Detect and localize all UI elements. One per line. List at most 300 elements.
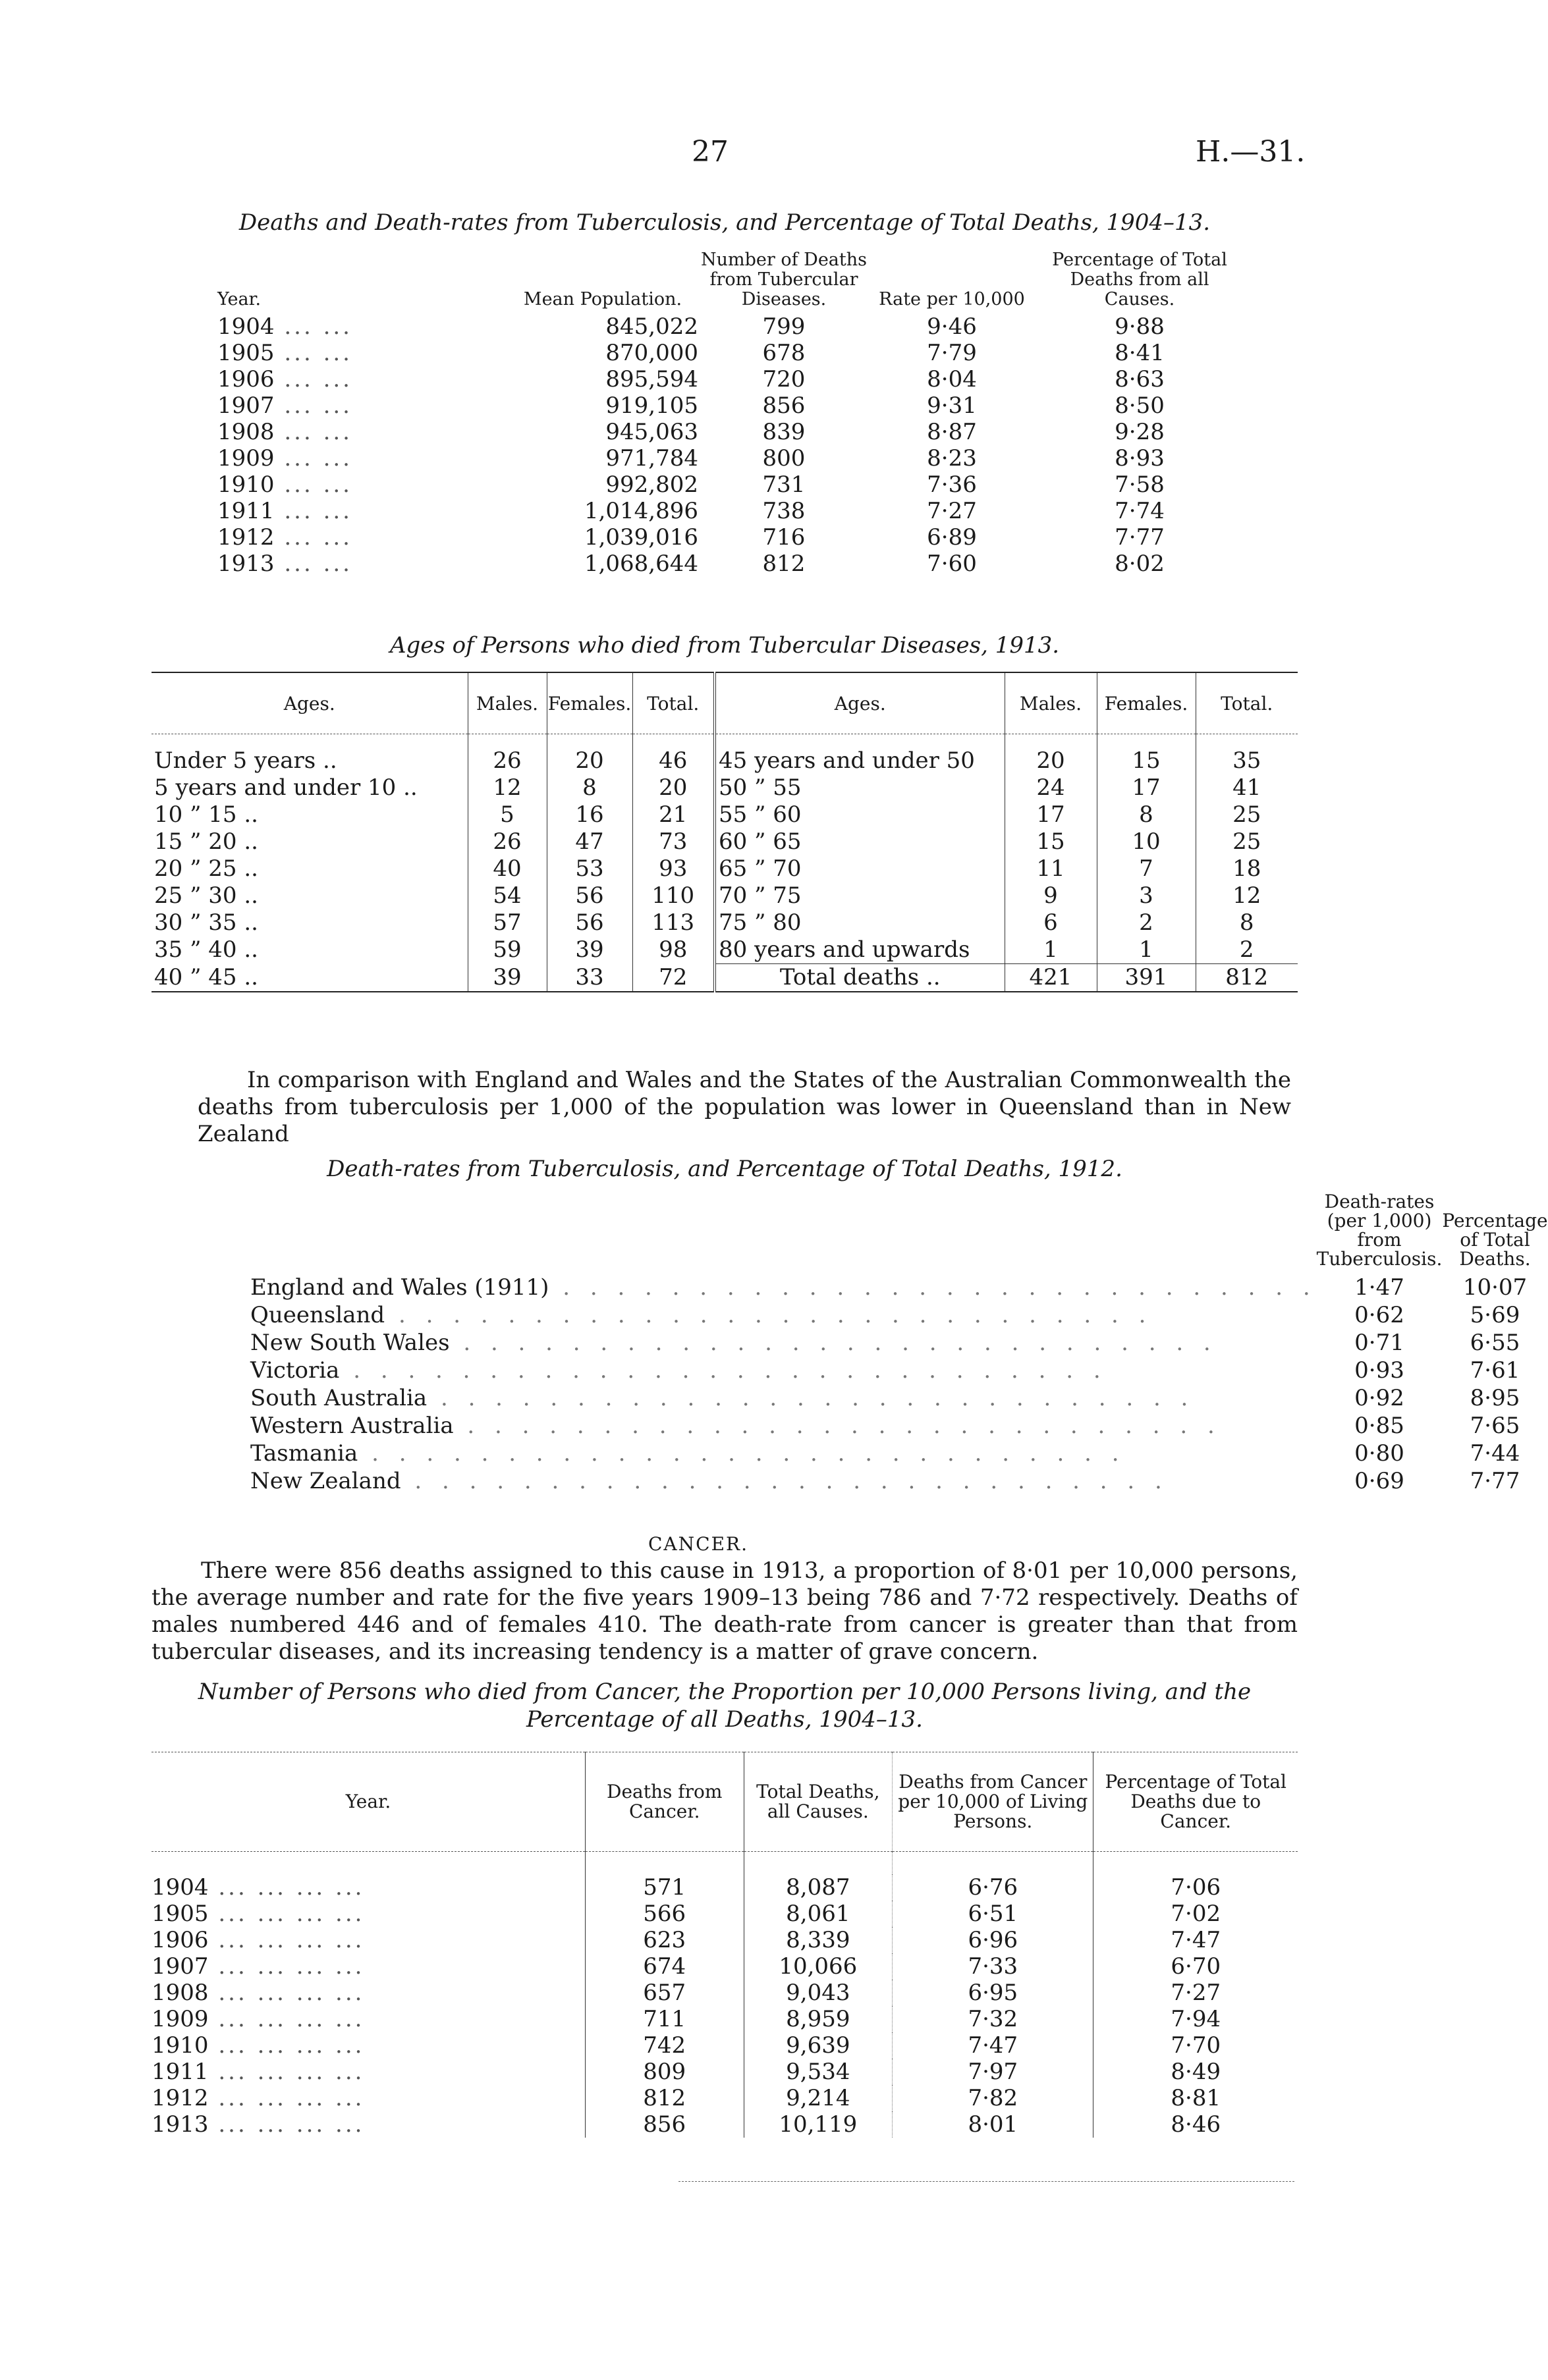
table-row <box>152 2111 1298 2138</box>
table-row <box>152 747 1298 774</box>
cancer-percentage-cell: 7·06 <box>1093 1874 1298 1901</box>
total-deaths-cell: 10,119 <box>744 2111 893 2138</box>
age-label-right: 65 ” 70 <box>715 855 1005 882</box>
percentage-cell: 8·63 <box>1115 366 1165 392</box>
rate-cell: 7·60 <box>927 551 977 577</box>
year-cell: 1911 ... ... ... ... <box>152 2059 365 2085</box>
percentage-cell: 7·77 <box>1115 524 1165 551</box>
cancer-deaths-cell: 566 <box>585 1901 744 1927</box>
cancer-rate-cell: 7·33 <box>893 1953 1093 1980</box>
header-females-right: Females. <box>1097 672 1196 734</box>
cancer-table <box>152 1752 1298 2138</box>
cancer-deaths-cell: 657 <box>585 1980 744 2006</box>
death-rate-cell: 1·47 <box>1354 1274 1404 1301</box>
year-cell: 1913 ... ... ... ... <box>152 2111 365 2138</box>
page-reference: H.—31. <box>1196 135 1306 169</box>
population-cell: 845,022 <box>605 313 698 340</box>
rate-cell: 7·27 <box>927 498 977 524</box>
deaths-cell: 678 <box>762 340 806 366</box>
year-cell: 1910 ... ... <box>217 472 352 498</box>
cancer-table-caption: Number of Persons who died from Cancer, the Proportion per 10,000 Persons living, and the Percentage of all Deaths, 1904–13. <box>198 1679 1252 1733</box>
year-cell: 1908 ... ... <box>217 419 352 445</box>
total-deaths-cell: 9,534 <box>744 2059 893 2085</box>
year-value: 1907 <box>152 1953 209 1980</box>
age-label-right: 60 ” 65 <box>715 828 1005 855</box>
cancer-percentage-cell: 7·27 <box>1093 1980 1298 2006</box>
percentage-cell: 8·02 <box>1115 551 1165 577</box>
region-cell: New South Wales . . . . . . . . . . . . . . . . . . . . . . . . . . . . <box>250 1330 1217 1356</box>
females-cell-left: 20 <box>547 747 632 774</box>
males-cell-right: 9 <box>1005 882 1097 909</box>
age-label-left: 30 ” 35 .. <box>154 909 258 936</box>
females-cell-right: 1 <box>1097 936 1196 964</box>
header-percentage: Percentage of Total Deaths from all Causes. <box>1052 250 1227 310</box>
year-cell: 1910 ... ... ... ... <box>152 2032 365 2059</box>
region-name: Tasmania <box>250 1440 358 1467</box>
death-rate-cell: 0·93 <box>1354 1357 1404 1384</box>
deaths-cell: 800 <box>762 445 806 472</box>
region-cell: South Australia . . . . . . . . . . . . . . . . . . . . . . . . . . . . <box>250 1385 1195 1411</box>
rate-cell: 8·23 <box>927 445 977 472</box>
cancer-rate-cell: 6·51 <box>893 1901 1093 1927</box>
males-cell-right: 15 <box>1005 828 1097 855</box>
ages-table-body <box>152 734 1298 992</box>
females-cell-left: 56 <box>547 909 632 936</box>
year-cell: 1907 ... ... <box>217 392 352 419</box>
population-cell: 895,594 <box>605 366 698 392</box>
table-row <box>250 1440 1548 1467</box>
year-cell: 1912 ... ... <box>217 524 352 551</box>
table-row <box>152 964 1298 992</box>
total-deaths-cell: 9,214 <box>744 2085 893 2111</box>
region-name: South Australia <box>250 1385 428 1411</box>
comparison-paragraph: In comparison with England and Wales and the States of the Australian Commonwealth the deaths from tuberculosis per 1,000 of the population was lower in Queensland than in New Zealand <box>198 1067 1291 1147</box>
cancer-deaths-cell: 856 <box>585 2111 744 2138</box>
total-deaths-cell: 8,959 <box>744 2006 893 2032</box>
header-rate: Rate per 10,000 <box>879 289 1025 310</box>
region-cell: Tasmania . . . . . . . . . . . . . . . . . . . . . . . . . . . . <box>250 1440 1126 1467</box>
females-cell-right: 10 <box>1097 828 1196 855</box>
deaths-cell: 716 <box>762 524 806 551</box>
percentage-cell: 9·28 <box>1115 419 1165 445</box>
death-rate-cell: 0·69 <box>1354 1468 1404 1494</box>
table-row <box>250 1329 1548 1357</box>
year-value: 1911 <box>217 498 275 524</box>
total-cell-right: 18 <box>1196 855 1298 882</box>
age-label-right: 80 years and upwards <box>715 936 1005 964</box>
header-population: Mean Population. <box>523 289 682 310</box>
table-row <box>152 1874 1298 1901</box>
cancer-percentage-cell: 8·46 <box>1093 2111 1298 2138</box>
header-blank <box>250 1192 1317 1274</box>
year-value: 1906 <box>217 366 275 392</box>
deaths-cell: 738 <box>762 498 806 524</box>
cancer-rate-cell: 7·47 <box>893 2032 1093 2059</box>
header-death-rates: Death-rates (per 1,000) from Tuberculosis. <box>1316 1191 1443 1270</box>
rate-cell: 9·46 <box>927 313 977 340</box>
cancer-rate-cell: 7·82 <box>893 2085 1093 2111</box>
deaths-cell: 839 <box>762 419 806 445</box>
males-cell-right: 24 <box>1005 774 1097 801</box>
year-cell: 1912 ... ... ... ... <box>152 2085 365 2111</box>
total-cell-left: 46 <box>632 747 715 774</box>
table-row <box>152 774 1298 801</box>
comparison-percentage-cell: 7·44 <box>1470 1440 1520 1467</box>
comparison-percentage-cell: 7·77 <box>1470 1468 1520 1494</box>
females-cell-right: 3 <box>1097 882 1196 909</box>
males-cell-left: 59 <box>468 936 547 964</box>
year-value: 1906 <box>152 1927 209 1953</box>
males-cell-right: 11 <box>1005 855 1097 882</box>
cancer-rate-cell: 6·95 <box>893 1980 1093 2006</box>
total-deaths-label: Total deaths .. <box>715 964 1005 992</box>
header-ages-left: Ages. <box>152 672 468 734</box>
females-cell-right: 7 <box>1097 855 1196 882</box>
cancer-rate-cell: 6·96 <box>893 1927 1093 1953</box>
header-total-right: Total. <box>1196 672 1298 734</box>
header-cancer-percentage: Percentage of Total Deaths due to Cancer. <box>1093 1752 1298 1852</box>
year-value: 1913 <box>217 551 275 577</box>
females-cell-left: 47 <box>547 828 632 855</box>
year-value: 1910 <box>152 2032 209 2059</box>
population-cell: 945,063 <box>605 419 698 445</box>
tb-table-caption: Deaths and Death-rates from Tuberculosis, and Percentage of Total Deaths, 1904–13. <box>238 209 1211 236</box>
year-value: 1910 <box>217 472 275 498</box>
deaths-cell: 812 <box>762 551 806 577</box>
death-rate-cell: 0·85 <box>1354 1413 1404 1439</box>
region-name: Queensland <box>250 1302 385 1328</box>
population-cell: 1,014,896 <box>584 498 698 524</box>
table-row <box>152 828 1298 855</box>
year-cell: 1908 ... ... ... ... <box>152 1980 365 2006</box>
table-row <box>250 1467 1548 1495</box>
females-cell-left: 53 <box>547 855 632 882</box>
header-year: Year. <box>217 289 262 310</box>
year-cell: 1905 ... ... ... ... <box>152 1901 365 1927</box>
comparison-percentage-cell: 7·61 <box>1470 1357 1520 1384</box>
year-value: 1904 <box>217 313 275 340</box>
year-value: 1908 <box>152 1980 209 2006</box>
table-row <box>217 366 1245 392</box>
total-cell-left: 21 <box>632 801 715 828</box>
total-deaths-cell: 10,066 <box>744 1953 893 1980</box>
males-cell-left: 57 <box>468 909 547 936</box>
total-cell-right: 35 <box>1196 747 1298 774</box>
region-cell: Queensland . . . . . . . . . . . . . . . . . . . . . . . . . . . . <box>250 1302 1153 1328</box>
year-cell: 1905 ... ... <box>217 340 352 366</box>
total-deaths-cell: 9,639 <box>744 2032 893 2059</box>
table-row <box>250 1384 1548 1412</box>
spacer-row <box>152 734 1298 748</box>
comparison-table <box>250 1192 1548 1495</box>
death-rate-cell: 0·80 <box>1354 1440 1404 1467</box>
comparison-percentage-cell: 8·95 <box>1470 1385 1520 1411</box>
total-cell-right: 25 <box>1196 828 1298 855</box>
cancer-deaths-cell: 711 <box>585 2006 744 2032</box>
age-label-left: 5 years and under 10 .. <box>154 774 418 801</box>
year-value: 1912 <box>217 524 275 551</box>
table-row <box>152 936 1298 964</box>
year-cell: 1909 ... ... <box>217 445 352 472</box>
total-cell-right: 2 <box>1196 936 1298 964</box>
tuberculosis-table-body <box>217 313 1245 577</box>
cancer-deaths-cell: 812 <box>585 2085 744 2111</box>
cancer-heading: CANCER. <box>648 1533 748 1555</box>
rate-cell: 7·79 <box>927 340 977 366</box>
table-row <box>152 855 1298 882</box>
males-cell-right: 20 <box>1005 747 1097 774</box>
table-row <box>152 1927 1298 1953</box>
year-value: 1909 <box>152 2006 209 2032</box>
year-cell: 1906 ... ... ... ... <box>152 1927 365 1953</box>
region-cell: England and Wales (1911) . . . . . . . . . . . . . . . . . . . . . . . . . . . . <box>250 1274 1317 1301</box>
age-label-left: 35 ” 40 .. <box>154 936 258 963</box>
cancer-deaths-cell: 809 <box>585 2059 744 2085</box>
males-cell-right: 6 <box>1005 909 1097 936</box>
rate-cell: 9·31 <box>927 392 977 419</box>
age-label-left: Under 5 years .. <box>154 747 337 774</box>
population-cell: 992,802 <box>605 472 698 498</box>
year-value: 1905 <box>152 1901 209 1927</box>
age-label-left: 15 ” 20 .. <box>154 828 258 855</box>
comparison-percentage-cell: 10·07 <box>1462 1274 1528 1301</box>
region-name: Victoria <box>250 1357 340 1384</box>
total-deaths-cell: 8,339 <box>744 1927 893 1953</box>
spacer-row <box>152 1852 1298 1875</box>
region-name: New South Wales <box>250 1330 450 1356</box>
rate-cell: 8·04 <box>927 366 977 392</box>
death-rate-cell: 0·92 <box>1354 1385 1404 1411</box>
total-deaths-cell: 9,043 <box>744 1980 893 2006</box>
cancer-paragraph: There were 856 deaths assigned to this cause in 1913, a proportion of 8·01 per 10,000 persons, the average number and rate for the five years 1909–13 being 786 and 7·72 respectively. Deaths of males numbered 446 and of females 410. The death-rate from cancer is greater than that from tubercular diseases, and its increasing tendency is a matter of grave concern. <box>152 1557 1298 1665</box>
total-cell-left: 113 <box>632 909 715 936</box>
table-row <box>217 472 1245 498</box>
year-value: 1908 <box>217 419 275 445</box>
table-row <box>217 419 1245 445</box>
year-cell: 1913 ... ... <box>217 551 352 577</box>
header-cancer-deaths: Deaths from Cancer. <box>585 1752 744 1852</box>
total-deaths-males: 421 <box>1005 964 1097 992</box>
header-cancer-year: Year. <box>152 1752 585 1852</box>
header-cancer-rate: Deaths from Cancer per 10,000 of Living Persons. <box>893 1752 1093 1852</box>
population-cell: 870,000 <box>605 340 698 366</box>
comparison-percentage-cell: 6·55 <box>1470 1330 1520 1356</box>
comparison-table-caption: Death-rates from Tuberculosis, and Percentage of Total Deaths, 1912. <box>327 1156 1122 1182</box>
females-cell-left: 16 <box>547 801 632 828</box>
percentage-cell: 7·74 <box>1115 498 1165 524</box>
table-row <box>217 551 1245 577</box>
deaths-cell: 720 <box>762 366 806 392</box>
table-row <box>152 2032 1298 2059</box>
population-cell: 1,039,016 <box>584 524 698 551</box>
total-cell-left: 20 <box>632 774 715 801</box>
death-rate-cell: 0·62 <box>1354 1302 1404 1328</box>
comparison-percentage-cell: 5·69 <box>1470 1302 1520 1328</box>
age-label-right: 70 ” 75 <box>715 882 1005 909</box>
deaths-cell: 856 <box>762 392 806 419</box>
table-row <box>217 392 1245 419</box>
males-cell-left: 54 <box>468 882 547 909</box>
total-cell-right: 8 <box>1196 909 1298 936</box>
comparison-percentage-cell: 7·65 <box>1470 1413 1520 1439</box>
region-name: Western Australia <box>250 1413 454 1439</box>
cancer-deaths-cell: 623 <box>585 1927 744 1953</box>
total-deaths-cell: 8,087 <box>744 1874 893 1901</box>
females-cell-right: 8 <box>1097 801 1196 828</box>
year-cell: 1911 ... ... <box>217 498 352 524</box>
year-cell: 1906 ... ... <box>217 366 352 392</box>
table-row <box>250 1274 1548 1301</box>
table-row <box>217 524 1245 551</box>
year-cell: 1904 ... ... <box>217 313 352 340</box>
rate-cell: 7·36 <box>927 472 977 498</box>
table-row <box>152 1953 1298 1980</box>
males-cell-left: 26 <box>468 747 547 774</box>
comparison-table-body <box>250 1274 1548 1495</box>
males-cell-left: 5 <box>468 801 547 828</box>
table-row <box>250 1301 1548 1329</box>
age-label-right: 45 years and under 50 <box>715 747 1005 774</box>
header-ages-right: Ages. <box>715 672 1005 734</box>
table-row <box>250 1412 1548 1440</box>
cancer-deaths-cell: 571 <box>585 1874 744 1901</box>
region-cell: New Zealand . . . . . . . . . . . . . . . . . . . . . . . . . . . . <box>250 1468 1169 1494</box>
females-cell-left: 56 <box>547 882 632 909</box>
table-row <box>217 340 1245 366</box>
population-cell: 971,784 <box>605 445 698 472</box>
age-label-left: 10 ” 15 .. <box>154 801 258 828</box>
table-row <box>217 445 1245 472</box>
total-deaths-females: 391 <box>1097 964 1196 992</box>
cancer-percentage-cell: 6·70 <box>1093 1953 1298 1980</box>
year-value: 1912 <box>152 2085 209 2111</box>
age-label-right: 55 ” 60 <box>715 801 1005 828</box>
males-cell-left: 40 <box>468 855 547 882</box>
age-label-left: 40 ” 45 .. <box>154 963 258 990</box>
percentage-cell: 9·88 <box>1115 313 1165 340</box>
age-label-left: 25 ” 30 .. <box>154 882 258 909</box>
percentage-cell: 8·41 <box>1115 340 1165 366</box>
rate-cell: 6·89 <box>927 524 977 551</box>
bottom-rule <box>678 2181 1294 2182</box>
females-cell-left: 8 <box>547 774 632 801</box>
cancer-percentage-cell: 7·47 <box>1093 1927 1298 1953</box>
total-deaths-cell: 8,061 <box>744 1901 893 1927</box>
table-row <box>250 1357 1548 1384</box>
page-number: 27 <box>692 135 729 169</box>
total-cell-left: 93 <box>632 855 715 882</box>
table-row <box>152 1901 1298 1927</box>
females-cell-right: 17 <box>1097 774 1196 801</box>
females-cell-left: 39 <box>547 936 632 964</box>
cancer-deaths-cell: 742 <box>585 2032 744 2059</box>
age-label-right: 75 ” 80 <box>715 909 1005 936</box>
percentage-cell: 8·93 <box>1115 445 1165 472</box>
table-row <box>217 498 1245 524</box>
total-cell-right: 25 <box>1196 801 1298 828</box>
header-total-left: Total. <box>632 672 715 734</box>
males-cell-right: 17 <box>1005 801 1097 828</box>
cancer-percentage-cell: 8·81 <box>1093 2085 1298 2111</box>
year-value: 1907 <box>217 392 275 419</box>
year-value: 1904 <box>152 1874 209 1901</box>
total-cell-left: 73 <box>632 828 715 855</box>
total-cell-left: 110 <box>632 882 715 909</box>
cancer-rate-cell: 6·76 <box>893 1874 1093 1901</box>
total-deaths-total: 812 <box>1196 964 1298 992</box>
year-value: 1905 <box>217 340 275 366</box>
population-cell: 919,105 <box>605 392 698 419</box>
table-row <box>152 801 1298 828</box>
males-cell-right: 1 <box>1005 936 1097 964</box>
tuberculosis-table <box>217 250 1245 577</box>
ages-table <box>152 672 1298 992</box>
rate-cell: 8·87 <box>927 419 977 445</box>
death-rate-cell: 0·71 <box>1354 1330 1404 1356</box>
cancer-rate-cell: 7·97 <box>893 2059 1093 2085</box>
table-row <box>217 313 1245 340</box>
cancer-percentage-cell: 7·70 <box>1093 2032 1298 2059</box>
cancer-deaths-cell: 674 <box>585 1953 744 1980</box>
males-cell-left: 39 <box>468 964 547 992</box>
header-comparison-percentage: Percentage of Total Deaths. <box>1442 1210 1548 1270</box>
ages-table-caption: Ages of Persons who died from Tubercular Diseases, 1913. <box>389 632 1060 659</box>
males-cell-left: 26 <box>468 828 547 855</box>
region-name: England and Wales (1911) <box>250 1274 549 1301</box>
year-cell: 1904 ... ... ... ... <box>152 1874 365 1901</box>
table-row <box>152 2006 1298 2032</box>
cancer-percentage-cell: 8·49 <box>1093 2059 1298 2085</box>
total-cell-left: 98 <box>632 936 715 964</box>
age-label-right: 50 ” 55 <box>715 774 1005 801</box>
year-value: 1913 <box>152 2111 209 2138</box>
females-cell-right: 15 <box>1097 747 1196 774</box>
total-cell-left: 72 <box>632 964 715 992</box>
ages-table-wrapper <box>152 672 1298 992</box>
header-females-left: Females. <box>547 672 632 734</box>
table-row <box>152 882 1298 909</box>
population-cell: 1,068,644 <box>584 551 698 577</box>
cancer-rate-cell: 7·32 <box>893 2006 1093 2032</box>
percentage-cell: 7·58 <box>1115 472 1165 498</box>
table-row <box>152 2059 1298 2085</box>
cancer-percentage-cell: 7·02 <box>1093 1901 1298 1927</box>
header-cancer-total: Total Deaths, all Causes. <box>744 1752 893 1852</box>
region-cell: Western Australia . . . . . . . . . . . . . . . . . . . . . . . . . . . . <box>250 1413 1221 1439</box>
deaths-cell: 799 <box>762 313 806 340</box>
header-males-right: Males. <box>1005 672 1097 734</box>
males-cell-left: 12 <box>468 774 547 801</box>
year-cell: 1907 ... ... ... ... <box>152 1953 365 1980</box>
header-deaths: Number of Deaths from Tubercular Diseases. <box>700 250 868 310</box>
year-value: 1911 <box>152 2059 209 2085</box>
females-cell-right: 2 <box>1097 909 1196 936</box>
region-cell: Victoria . . . . . . . . . . . . . . . . . . . . . . . . . . . . <box>250 1357 1107 1384</box>
region-name: New Zealand <box>250 1468 401 1494</box>
cancer-table-body <box>152 1852 1298 2138</box>
deaths-cell: 731 <box>762 472 806 498</box>
cancer-percentage-cell: 7·94 <box>1093 2006 1298 2032</box>
females-cell-left: 33 <box>547 964 632 992</box>
total-cell-right: 41 <box>1196 774 1298 801</box>
age-label-left: 20 ” 25 .. <box>154 855 258 882</box>
total-cell-right: 12 <box>1196 882 1298 909</box>
header-males-left: Males. <box>468 672 547 734</box>
table-row <box>152 1980 1298 2006</box>
table-row <box>152 2085 1298 2111</box>
cancer-rate-cell: 8·01 <box>893 2111 1093 2138</box>
year-cell: 1909 ... ... ... ... <box>152 2006 365 2032</box>
